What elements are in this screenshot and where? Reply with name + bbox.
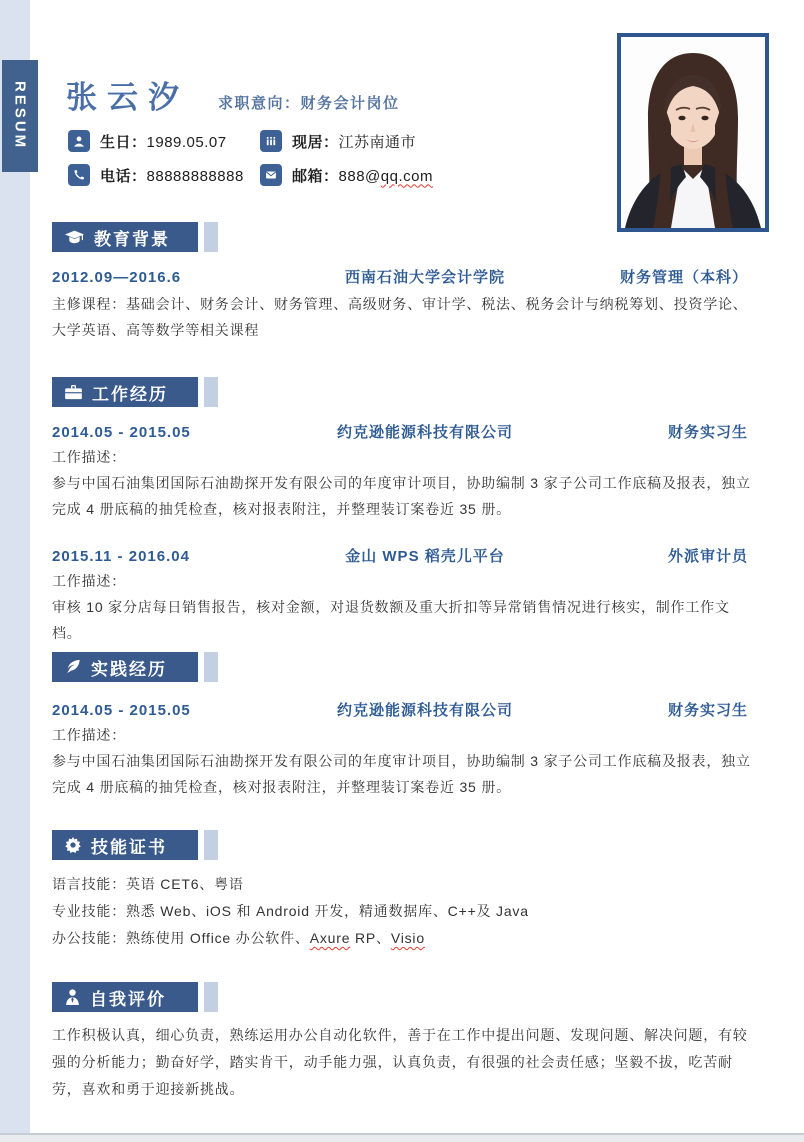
birthday-value: 1989.05.07 — [146, 133, 227, 151]
work2-desc-label: 工作描述： — [52, 573, 126, 589]
section-title-education: 教育背景 — [94, 229, 170, 249]
person-icon — [68, 130, 90, 152]
education-school: 西南石油大学会计学院 — [344, 269, 505, 286]
work2-role: 外派审计员 — [667, 548, 748, 565]
skill-line-office: 办公技能：熟练使用 Office 办公软件、Axure RP、Visio — [52, 930, 425, 946]
work-entry-row — [52, 421, 748, 442]
section-header-practice — [52, 652, 218, 682]
phone-label: 电话： — [100, 167, 147, 185]
section-title-work: 工作经历 — [92, 384, 168, 404]
resume-vertical-label: RESUM — [11, 81, 29, 151]
practice1-date: 2014.05 - 2015.05 — [52, 702, 191, 719]
gear-icon — [65, 837, 81, 853]
contact-phone — [68, 164, 260, 186]
email-label: 邮箱： — [292, 167, 339, 185]
section-header-work — [52, 377, 218, 407]
section-title-skills: 技能证书 — [91, 837, 167, 857]
education-major: 财务管理（本科） — [619, 269, 748, 286]
section-square-work — [204, 377, 218, 407]
candidate-name: 张云汐 — [66, 80, 189, 115]
work1-desc-label: 工作描述： — [52, 449, 126, 465]
contact-email — [260, 164, 488, 186]
section-header-evaluation — [52, 982, 218, 1012]
portrait-illustration — [621, 37, 765, 228]
contact-residence — [260, 130, 488, 152]
job-intent: 求职意向：财务会计岗位 — [218, 95, 400, 112]
evaluation-text: 工作积极认真，细心负责，熟练运用办公自动化软件，善于在工作中提出问题、发现问题、解决问题，有较强的分析能力；勤奋好学，踏实肯干，动手能力强，认真负责，有很强的社会责任感；坚毅不拔，吃苦耐劳，喜欢和勇于迎接新挑战。 — [52, 1027, 748, 1097]
work1-role: 财务实习生 — [667, 424, 748, 441]
page-bottom-edge — [0, 1133, 804, 1142]
email-value: 888@ — [338, 167, 381, 185]
section-header-education — [52, 222, 218, 252]
skills-lines — [52, 871, 752, 952]
axure-wavy-word: Axure — [309, 930, 351, 946]
briefcase-icon — [65, 385, 82, 400]
skill-line-professional: 专业技能：熟悉 Web、iOS 和 Android 开发，精通数据库、C++及 Java — [52, 903, 529, 919]
practice1-role: 财务实习生 — [667, 702, 748, 719]
section-title-practice: 实践经历 — [91, 659, 167, 679]
building-icon — [260, 130, 282, 152]
person-tie-icon — [65, 989, 80, 1005]
practice1-desc: 参与中国石油集团国际石油勘探开发有限公司的年度审计项目，协助编制 3 家子公司工作底稿及报表，独立完成 4 册底稿的抽凭检查，核对报表附注，并整理装订案卷近 35 册。 — [52, 753, 751, 795]
residence-value: 江苏南通市 — [338, 133, 417, 151]
education-date: 2012.09—2016.6 — [52, 269, 182, 286]
residence-label: 现居： — [292, 133, 339, 151]
phone-value: 88888888888 — [146, 167, 244, 185]
phone-icon — [68, 164, 90, 186]
work1-date: 2014.05 - 2015.05 — [52, 424, 191, 441]
birthday-label: 生日： — [100, 133, 147, 151]
email-value-domain: qq.com — [380, 167, 433, 185]
section-square-evaluation — [204, 982, 218, 1012]
work-entry-row — [52, 545, 748, 566]
graduation-cap-icon — [65, 230, 84, 245]
section-square-education — [204, 222, 218, 252]
work1-desc: 参与中国石油集团国际石油勘探开发有限公司的年度审计项目，协助编制 3 家子公司工作底稿及报表，独立完成 4 册底稿的抽凭检查，核对报表附注，并整理装订案卷近 35 册。 — [52, 475, 751, 517]
section-header-skills — [52, 830, 218, 860]
section-title-evaluation: 自我评价 — [90, 989, 166, 1009]
work1-company: 约克逊能源科技有限公司 — [336, 424, 513, 441]
work2-company: 金山 WPS 稻壳儿平台 — [345, 548, 505, 565]
education-courses: 主修课程：基础会计、财务会计、财务管理、高级财务、审计学、税法、税务会计与纳税筹划、投资学论、大学英语、高等数学等相关课程 — [52, 296, 748, 338]
contact-birthday — [68, 130, 260, 152]
section-square-skills — [204, 830, 218, 860]
education-row — [52, 266, 748, 287]
section-square-practice — [204, 652, 218, 682]
practice1-company: 约克逊能源科技有限公司 — [336, 702, 513, 719]
quill-icon — [65, 659, 81, 675]
practice-entry-row — [52, 699, 748, 720]
work2-date: 2015.11 - 2016.04 — [52, 548, 190, 565]
practice1-desc-label: 工作描述： — [52, 727, 126, 743]
visio-wavy-word: Visio — [390, 930, 425, 946]
id-photo — [617, 33, 769, 232]
work2-desc: 审核 10 家分店每日销售报告，核对金额，对退货数额及重大折扣等异常销售情况进行核实，制作工作文档。 — [52, 599, 730, 641]
envelope-icon — [260, 164, 282, 186]
resume-vertical-tab — [2, 60, 38, 172]
contact-grid — [68, 130, 488, 186]
skill-line-language: 语言技能：英语 CET6、粤语 — [52, 876, 244, 892]
